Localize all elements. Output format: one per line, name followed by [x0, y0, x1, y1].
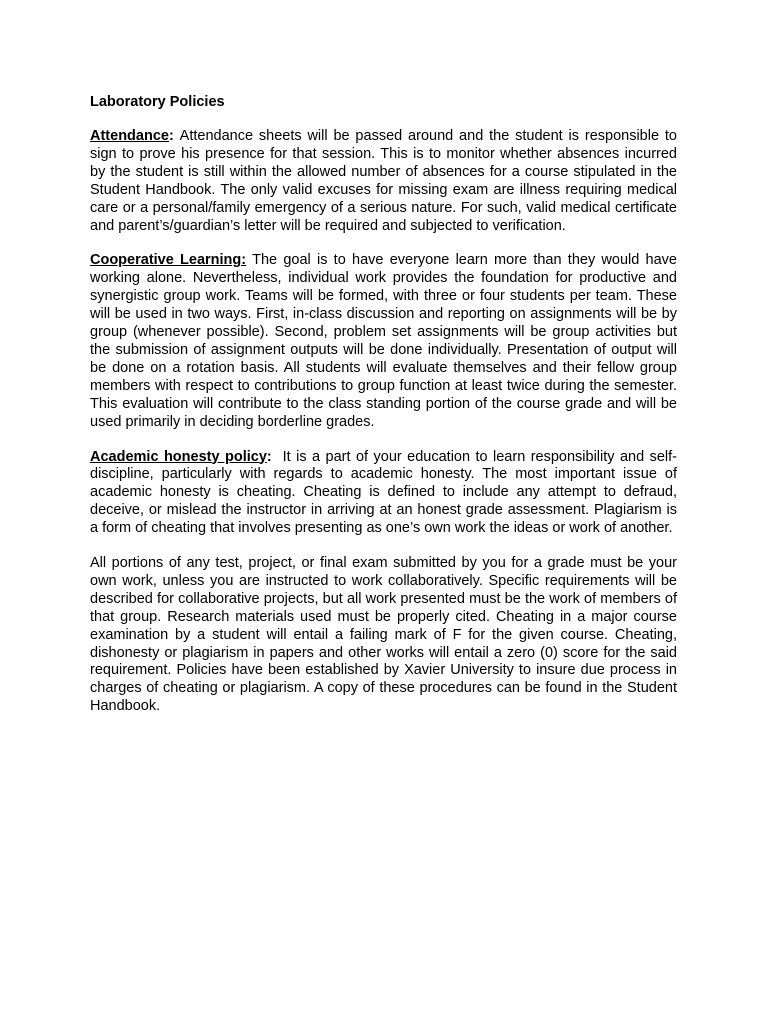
academic-honesty-separator: :	[266, 448, 283, 465]
attendance-separator: :	[168, 128, 180, 144]
attendance-heading: Attendance	[90, 128, 169, 144]
cooperative-learning-paragraph	[90, 252, 677, 431]
attendance-text: Attendance sheets will be passed around and the student is responsible to sign to prove his presence for that session. This is to monitor whether absences incurred by the student is still within the allowed number of absences for a course stipulated in the Student Handbook. The only valid excuses for missing exam are illness requiring medical care or a personal/family emergency of a serious nature. For such, valid medical certificate and parent’s/guardian’s letter will be required and subjected to verification.	[90, 128, 677, 234]
document-title: Laboratory Policies	[90, 94, 225, 110]
academic-honesty-heading: Academic honesty policy	[90, 448, 267, 465]
cooperative-learning-heading: Cooperative Learning:	[90, 252, 247, 269]
document-page	[90, 92, 677, 733]
closing-paragraph: All portions of any test, project, or final exam submitted by you for a grade must be your own work, unless you are instructed to work collaboratively. Specific requirements will be described for collaborative projects, but all work presented must be the work of members of that group. Research materials used must be properly cited. Cheating in a major course examination by a student will entail a failing mark of F for the given course. Cheating, dishonesty or plagiarism in papers and other works will entail a zero (0) score for the said requirement. Policies have been established by Xavier University to insure due process in charges of cheating or plagiarism. A copy of these procedures can be found in the Student Handbook.	[90, 555, 677, 715]
academic-honesty-text: It is a part of your education to learn responsibility and self-discipline, particularly with regards to academic honesty. The most important issue of academic honesty is cheating. Cheating is defined to include any attempt to defraud, deceive, or mislead the instructor in arriving at an honest grade assessment. Plagiarism is a form of cheating that involves presenting as one’s own work the ideas or work of another.	[90, 448, 677, 537]
attendance-paragraph	[90, 128, 677, 235]
academic-honesty-paragraph	[90, 449, 677, 539]
cooperative-learning-text: The goal is to have everyone learn more than they would have working alone. Nevertheless, individual work provides the foundation for productive and synergistic group work. Teams will be formed, with three or four students per team. These will be used in two ways. First, in-class discussion and reporting on assignments will be by group (whenever possible). Second, problem set assignments will be group activities but the submission of assignment outputs will be done individually. Presentation of output will be done on a rotation basis. All students will evaluate themselves and their fellow group members with respect to contributions to group function at least twice during the semester. This evaluation will contribute to the class standing portion of the course grade and will be used primarily in deciding borderline grades.	[90, 252, 677, 430]
